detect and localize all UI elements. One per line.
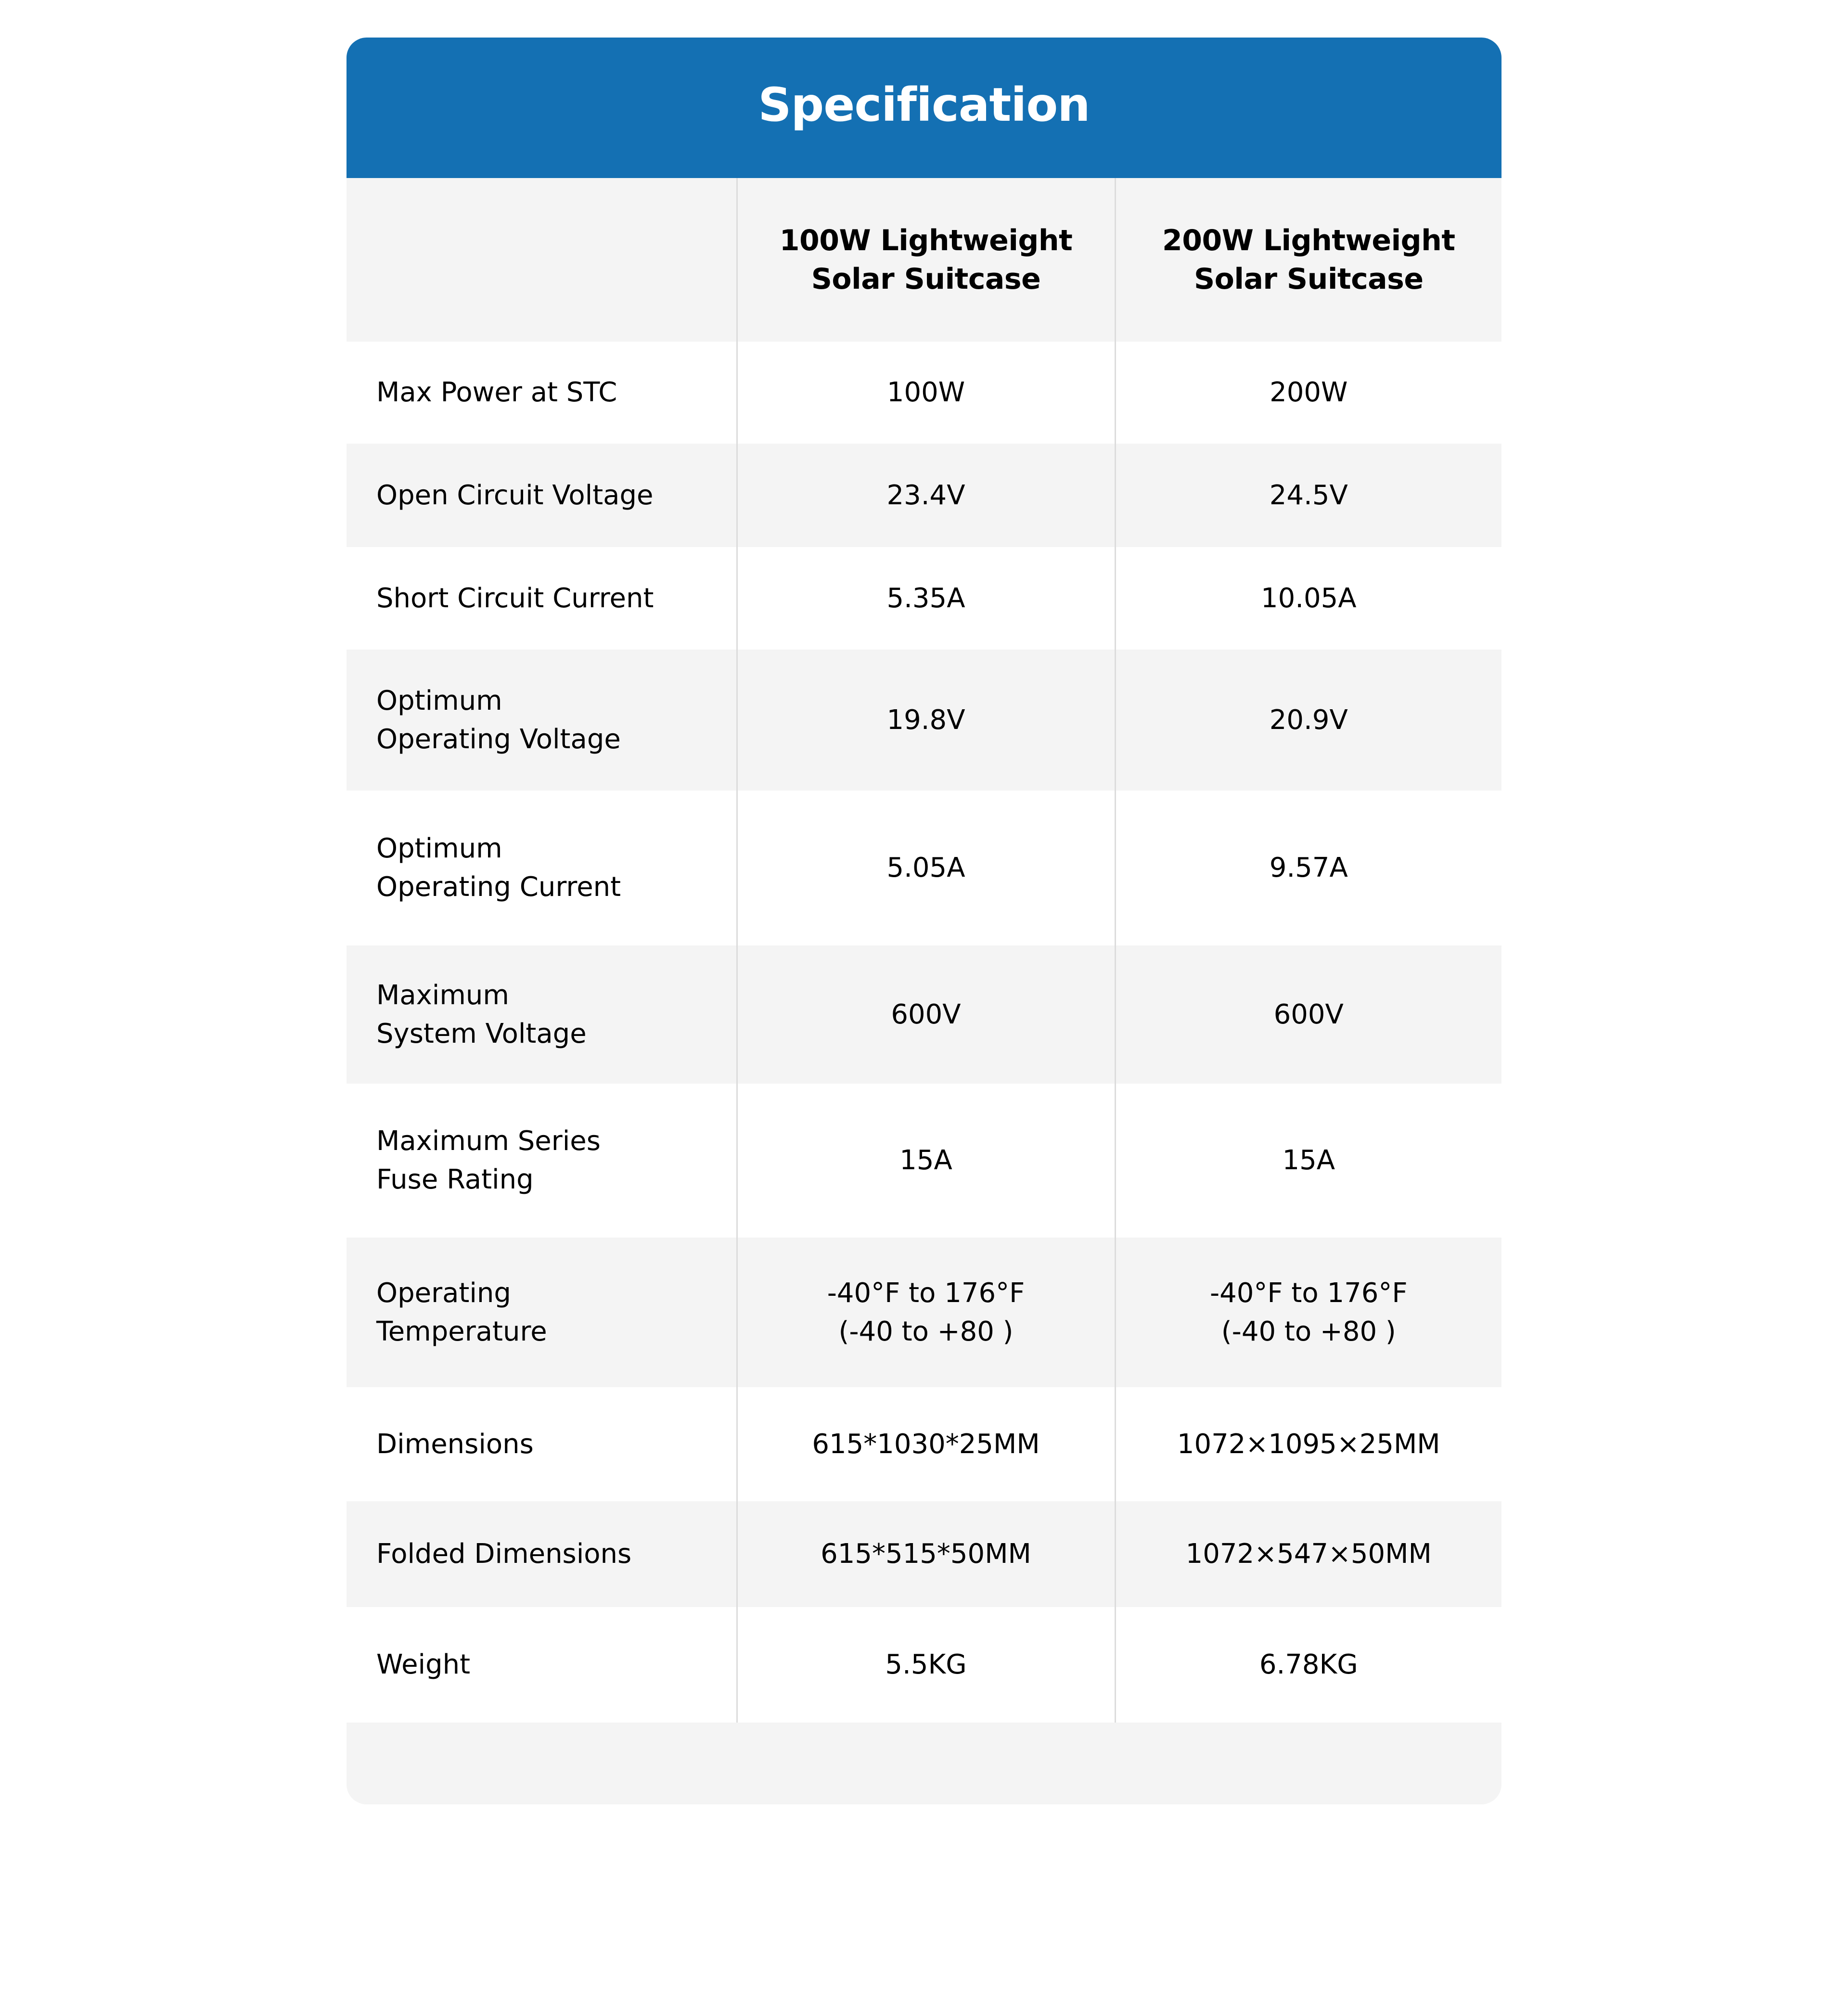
table-row-weight xyxy=(346,1607,1502,1723)
row-label-line: Maximum xyxy=(376,979,509,1011)
value-200w xyxy=(1115,1387,1502,1501)
row-label xyxy=(346,1387,737,1501)
column-header-100w xyxy=(737,178,1115,342)
column-header-empty xyxy=(346,178,737,342)
value-200w xyxy=(1115,547,1502,650)
table-row-open-circuit-voltage xyxy=(346,444,1502,547)
row-label xyxy=(346,945,737,1084)
value-line: -40°F to 176°F xyxy=(1209,1277,1408,1309)
value-line: 600V xyxy=(1273,998,1344,1030)
row-label-line: Maximum Series xyxy=(376,1125,601,1157)
value-line: 200W xyxy=(1270,377,1348,408)
row-label-line: Operating xyxy=(376,1277,511,1309)
column-header-200w xyxy=(1115,178,1502,342)
table-row-maximum-series-fuse-rating xyxy=(346,1084,1502,1238)
row-label-line: Operating Current xyxy=(376,871,621,903)
row-label xyxy=(346,650,737,791)
value-200w xyxy=(1115,444,1502,547)
column-header-line: 200W Lightweight xyxy=(1162,224,1455,257)
value-line: 100W xyxy=(886,377,965,408)
row-label-line: Operating Voltage xyxy=(376,723,621,755)
value-line: 15A xyxy=(1282,1145,1335,1176)
table-header-row xyxy=(346,178,1502,342)
value-line: 1072×1095×25MM xyxy=(1177,1428,1440,1460)
row-label-line: Optimum xyxy=(376,833,502,864)
value-200w xyxy=(1115,945,1502,1084)
row-label-line: Max Power at STC xyxy=(376,377,617,408)
value-line: 615*1030*25MM xyxy=(812,1428,1040,1460)
row-label-line: Short Circuit Current xyxy=(376,582,654,614)
value-line: 9.57A xyxy=(1269,852,1348,883)
value-line: 5.5KG xyxy=(885,1649,967,1680)
value-line: 5.05A xyxy=(886,852,965,883)
row-label xyxy=(346,444,737,547)
value-100w xyxy=(737,1387,1115,1501)
value-line: 15A xyxy=(899,1145,952,1176)
value-line: (-40 to +80 ) xyxy=(838,1316,1014,1347)
row-label-line: Fuse Rating xyxy=(376,1164,534,1195)
row-label xyxy=(346,791,737,945)
table-row-maximum-system-voltage xyxy=(346,945,1502,1084)
value-100w xyxy=(737,444,1115,547)
value-line: 10.05A xyxy=(1260,582,1357,614)
value-100w xyxy=(737,1084,1115,1238)
column-header-line: Solar Suitcase xyxy=(1194,262,1424,296)
value-100w xyxy=(737,945,1115,1084)
value-100w xyxy=(737,1501,1115,1607)
row-label-line: System Voltage xyxy=(376,1018,587,1049)
value-line: 24.5V xyxy=(1269,479,1348,511)
value-200w xyxy=(1115,1501,1502,1607)
value-line: 23.4V xyxy=(886,479,965,511)
specification-card xyxy=(346,38,1502,1804)
value-line: 1072×547×50MM xyxy=(1185,1538,1432,1570)
table-row-dimensions xyxy=(346,1387,1502,1501)
column-header-line: Solar Suitcase xyxy=(811,262,1041,296)
spec-table xyxy=(346,178,1502,1723)
row-label xyxy=(346,342,737,444)
value-200w xyxy=(1115,1084,1502,1238)
value-line: 19.8V xyxy=(886,704,965,736)
value-200w xyxy=(1115,342,1502,444)
row-label xyxy=(346,1501,737,1607)
value-200w xyxy=(1115,1607,1502,1723)
value-line: 600V xyxy=(891,998,961,1030)
row-label xyxy=(346,1238,737,1387)
row-label-line: Optimum xyxy=(376,685,502,716)
value-100w xyxy=(737,1238,1115,1387)
value-line: -40°F to 176°F xyxy=(827,1277,1025,1309)
value-100w xyxy=(737,650,1115,791)
table-row-optimum-operating-current xyxy=(346,791,1502,945)
row-label-line: Folded Dimensions xyxy=(376,1538,632,1570)
card-header xyxy=(346,38,1502,178)
card-footer xyxy=(346,1723,1502,1804)
row-label-line: Temperature xyxy=(376,1316,547,1347)
table-row-operating-temperature xyxy=(346,1238,1502,1387)
value-100w xyxy=(737,547,1115,650)
row-label xyxy=(346,1084,737,1238)
table-row-short-circuit-current xyxy=(346,547,1502,650)
value-200w xyxy=(1115,1238,1502,1387)
row-label-line: Weight xyxy=(376,1649,471,1680)
row-label xyxy=(346,547,737,650)
value-200w xyxy=(1115,791,1502,945)
value-line: 615*515*50MM xyxy=(821,1538,1031,1570)
value-200w xyxy=(1115,650,1502,791)
value-line: (-40 to +80 ) xyxy=(1221,1316,1396,1347)
value-line: 5.35A xyxy=(886,582,965,614)
column-header-line: 100W Lightweight xyxy=(779,224,1073,257)
row-label xyxy=(346,1607,737,1723)
page-title: Specification xyxy=(758,78,1090,132)
value-line: 6.78KG xyxy=(1259,1649,1358,1680)
table-row-folded-dimensions xyxy=(346,1501,1502,1607)
value-line: 20.9V xyxy=(1269,704,1348,736)
value-100w xyxy=(737,791,1115,945)
row-label-line: Open Circuit Voltage xyxy=(376,479,654,511)
row-label-line: Dimensions xyxy=(376,1428,534,1460)
table-row-optimum-operating-voltage xyxy=(346,650,1502,791)
value-100w xyxy=(737,342,1115,444)
table-row-max-power xyxy=(346,342,1502,444)
value-100w xyxy=(737,1607,1115,1723)
